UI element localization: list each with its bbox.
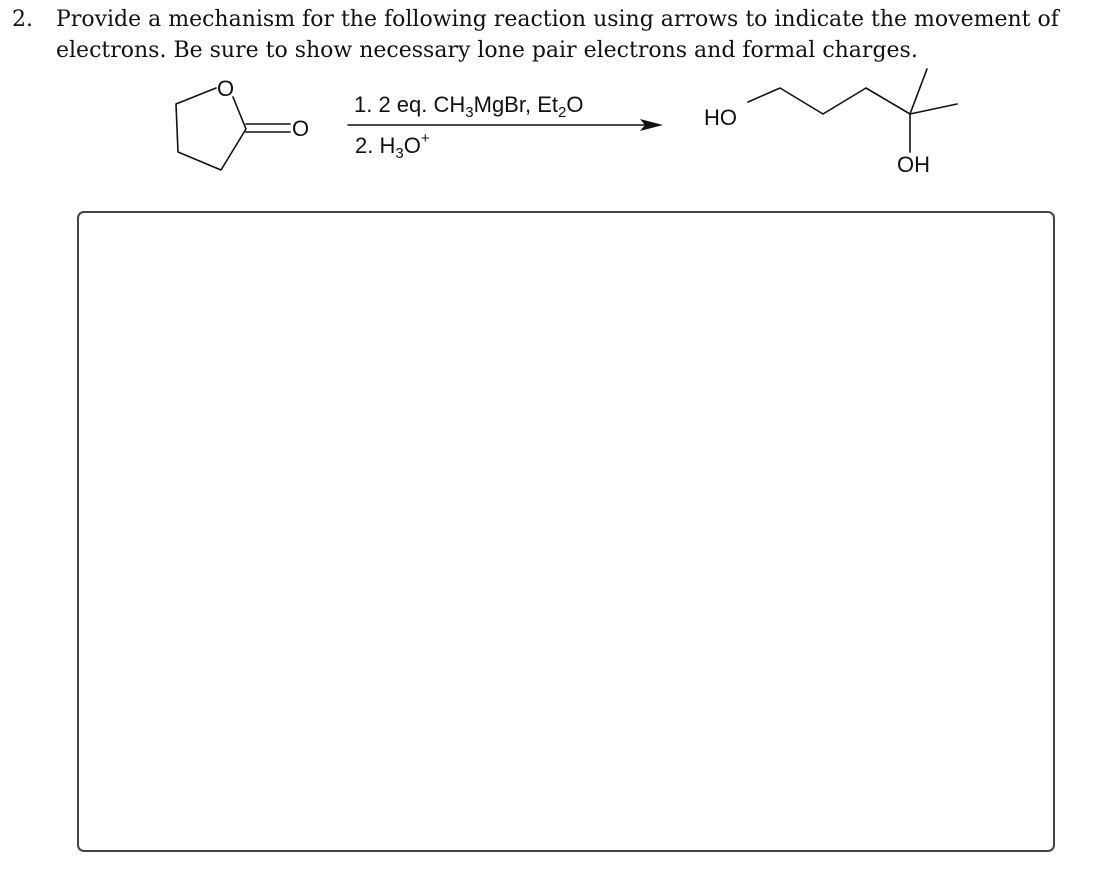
reagent-step-1: 1. 2 eq. $CH_3MgBr$, $Et_2O$	[354, 92, 584, 121]
reaction-scheme	[0, 0, 1096, 210]
answer-box[interactable]	[77, 211, 1055, 852]
product-diol	[704, 69, 957, 177]
question-line-1: Provide a mechanism for the following reaction using arrows to indicate the movement of	[56, 7, 1059, 32]
methyl-right-bond	[910, 104, 957, 114]
product-oh-label: OH	[897, 152, 930, 177]
reactant-lactone	[176, 76, 309, 170]
reagent-step-2: 2. $H_3O^+$	[355, 130, 430, 162]
question-number: 2.	[12, 7, 33, 32]
ring-bonds	[176, 88, 246, 170]
reaction-arrow-group	[348, 92, 663, 162]
ring-oxygen-label: O	[217, 76, 235, 101]
question-line-2: electrons. Be sure to show necessary lone pair electrons and formal charges.	[56, 38, 918, 63]
carbonyl-oxygen-label: O	[292, 116, 310, 141]
product-chain-bonds	[748, 88, 910, 114]
methyl-up-bond	[910, 69, 927, 114]
product-ho-label: HO	[704, 105, 737, 130]
